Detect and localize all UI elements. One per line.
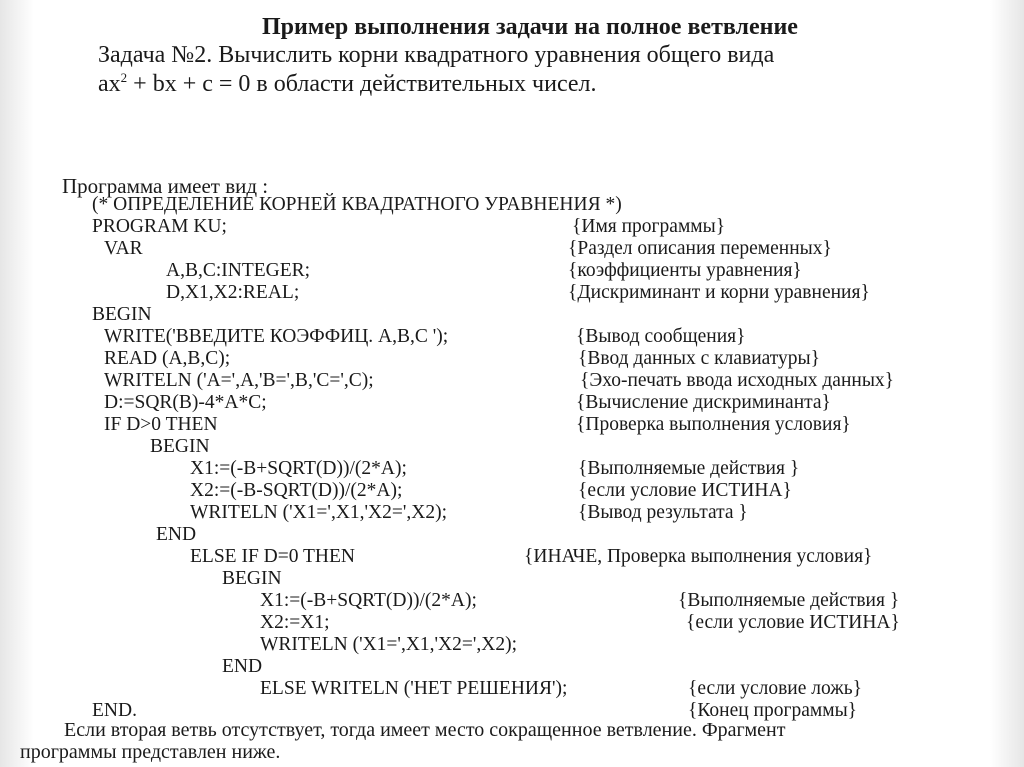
code-comment: {Ввод данных с клавиатуры} <box>578 348 821 369</box>
code-line: END. <box>92 700 137 721</box>
code-line: (* ОПРЕДЕЛЕНИЕ КОРНЕЙ КВАДРАТНОГО УРАВНЕНИЯ *) <box>92 194 622 215</box>
code-comment: {Дискриминант и корни уравнения} <box>568 282 870 303</box>
code-comment: {Вывод результата } <box>578 502 748 523</box>
code-comment: {Выполняемые действия } <box>578 458 800 479</box>
code-comment: {если условие ложь} <box>688 678 862 699</box>
code-line: D,X1,X2:REAL; <box>166 282 300 303</box>
code-line: X1:=(-B+SQRT(D))/(2*A); <box>260 590 477 611</box>
right-page-shadow <box>990 0 1024 767</box>
code-line: ELSE WRITELN ('НЕТ РЕШЕНИЯ'); <box>260 678 568 699</box>
code-comment: {Эхо-печать ввода исходных данных} <box>580 370 895 391</box>
code-line: WRITE('ВВЕДИТЕ КОЭФФИЦ. A,B,C '); <box>104 326 449 347</box>
code-comment: {ИНАЧЕ, Проверка выполнения условия} <box>524 546 873 567</box>
code-line: WRITELN ('A=',A,'B=',B,'C=',C); <box>104 370 374 391</box>
code-line: PROGRAM KU; <box>92 216 227 237</box>
code-comment: {Вычисление дискриминанта} <box>576 392 831 413</box>
code-line: D:=SQR(B)-4*A*C; <box>104 392 267 413</box>
equation-rest: + bx + c = 0 в области действительных чисел. <box>127 71 597 97</box>
code-line: X1:=(-B+SQRT(D))/(2*A); <box>190 458 407 479</box>
code-comment: {Проверка выполнения условия} <box>576 414 851 435</box>
code-line: X2:=X1; <box>260 612 330 633</box>
program-intro: Программа имеет вид : <box>62 174 269 198</box>
code-line: END <box>156 524 197 545</box>
code-comment: {Конец программы} <box>688 700 858 721</box>
code-comment: {Раздел описания переменных} <box>568 238 832 259</box>
code-line: BEGIN <box>92 304 152 325</box>
code-line: READ (A,B,C); <box>104 348 231 369</box>
equation-exponent: 2 <box>120 70 128 85</box>
footer-text-line-1: Если вторая ветвь отсутствует, тогда имеет место сокращенное ветвление. Фрагмент <box>64 719 786 741</box>
code-line: END <box>222 656 263 677</box>
left-page-shadow <box>0 0 34 767</box>
code-comment: {Имя программы} <box>572 216 726 237</box>
code-line: BEGIN <box>222 568 282 589</box>
code-line: BEGIN <box>150 436 210 457</box>
equation-ax: ax <box>98 71 121 97</box>
code-comment: {если условие ИСТИНА} <box>686 612 900 633</box>
footer-text-line-2: программы представлен ниже. <box>20 741 281 763</box>
task-statement-line-2 <box>98 70 597 98</box>
code-comment: {если условие ИСТИНА} <box>578 480 792 501</box>
slide-title: Пример выполнения задачи на полное ветвление <box>262 14 798 40</box>
code-line: IF D>0 THEN <box>104 414 218 435</box>
task-statement-line-1: Задача №2. Вычислить корни квадратного уравнения общего вида <box>98 42 775 68</box>
code-line: WRITELN ('X1=',X1,'X2=',X2); <box>260 634 518 655</box>
code-comment: {Выполняемые действия } <box>678 590 900 611</box>
code-line: X2:=(-B-SQRT(D))/(2*A); <box>190 480 403 501</box>
code-line: A,B,C:INTEGER; <box>166 260 311 281</box>
code-line: VAR <box>104 238 143 259</box>
code-comment: {Вывод сообщения} <box>576 326 746 347</box>
code-comment: {коэффициенты уравнения} <box>568 260 802 281</box>
code-line: ELSE IF D=0 THEN <box>190 546 356 567</box>
code-line: WRITELN ('X1=',X1,'X2=',X2); <box>190 502 448 523</box>
